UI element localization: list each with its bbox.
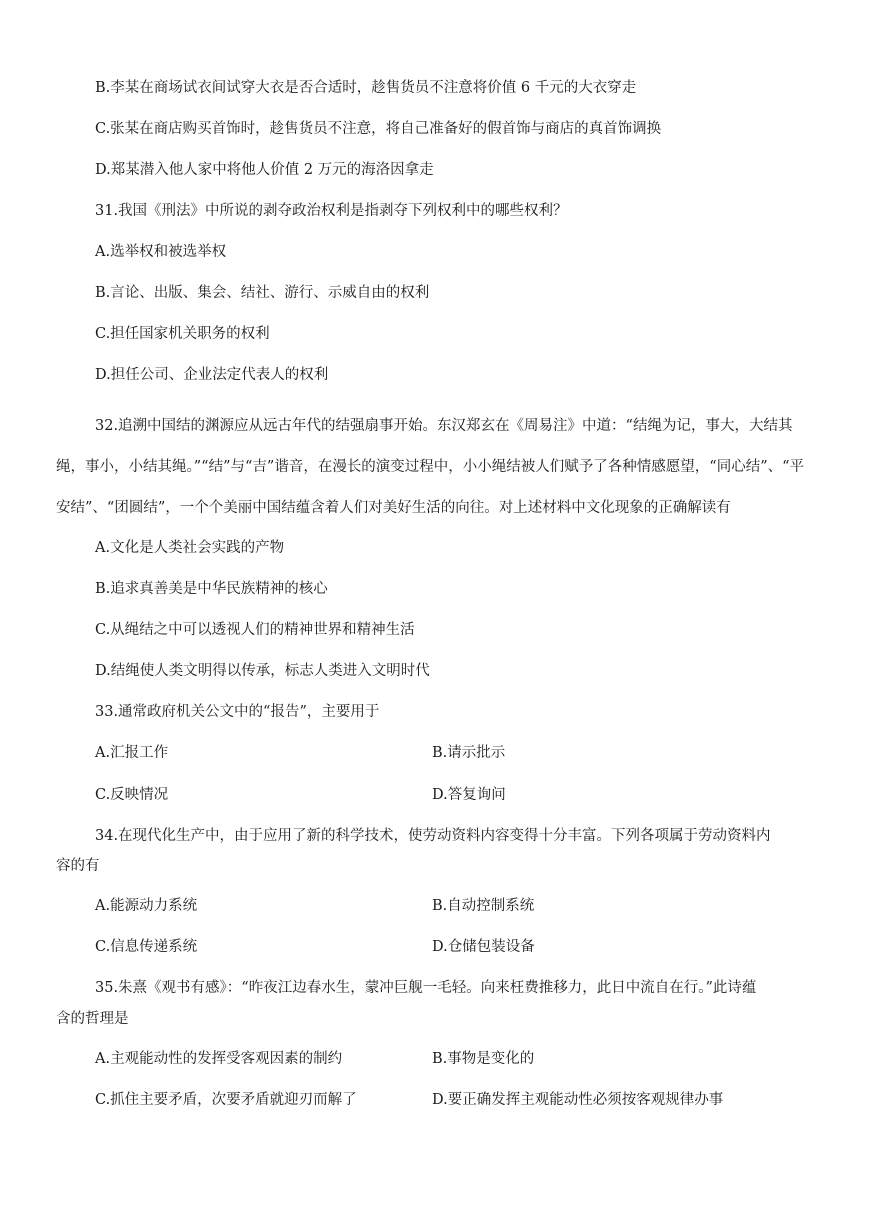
q35-option-a: A.主观能动性的发挥受客观因素的制约 bbox=[95, 1051, 343, 1067]
question-34-stem: 34.在现代化生产中，由于应用了新的科学技术，使劳动资料内容变得十分丰富。下列各项属于劳动资料内 bbox=[95, 828, 771, 844]
q31-option-c: C.担任国家机关职务的权利 bbox=[95, 326, 270, 342]
question-32-stem: 32.追溯中国结的渊源应从远古年代的结强扇事开始。东汉郑玄在《周易注》中道：“结绳为记，事大，大结其绳，事小，小结其绳。”“结”与“吉”谐音，在漫长的演变过程中，小小绳结被人们赋予了各种情感愿望，“同心结”、“平安结”、“团圆结”，一个个美丽中国结蕴含着人们对美好生活的向往。对上述材料中文化现象的正确解读有 bbox=[56, 418, 805, 516]
q34-option-c: C.信息传递系统 bbox=[95, 939, 198, 955]
q34-option-a: A.能源动力系统 bbox=[95, 898, 198, 914]
q33-option-a: A.汇报工作 bbox=[95, 745, 169, 761]
q31-option-b: B.言论、出版、集会、结社、游行、示威自由的权利 bbox=[95, 285, 430, 301]
q33-option-b: B.请示批示 bbox=[432, 745, 506, 761]
option-d: D.郑某潜入他人家中将他人价值 2 万元的海洛因拿走 bbox=[95, 162, 434, 178]
q34-option-d: D.仓储包装设备 bbox=[432, 939, 535, 955]
q35-option-c: C.抓住主要矛盾，次要矛盾就迎刃而解了 bbox=[95, 1092, 357, 1108]
q32-option-c: C.从绳结之中可以透视人们的精神世界和精神生活 bbox=[95, 622, 415, 638]
q34-option-b: B.自动控制系统 bbox=[432, 898, 535, 914]
q33-option-c: C.反映情况 bbox=[95, 787, 169, 803]
q31-option-d: D.担任公司、企业法定代表人的权利 bbox=[95, 367, 329, 383]
option-c: C.张某在商店购买首饰时，趁售货员不注意，将自己准备好的假首饰与商店的真首饰调换 bbox=[95, 121, 662, 137]
question-34-stem-cont: 容的有 bbox=[56, 858, 100, 874]
q32-option-b: B.追求真善美是中华民族精神的核心 bbox=[95, 581, 328, 597]
question-33-stem: 33.通常政府机关公文中的“报告”，主要用于 bbox=[95, 704, 380, 720]
q31-option-a: A.选举权和被选举权 bbox=[95, 244, 227, 260]
q32-option-d: D.结绳使人类文明得以传承，标志人类进入文明时代 bbox=[95, 663, 430, 679]
q35-option-d: D.要正确发挥主观能动性必须按客观规律办事 bbox=[432, 1092, 724, 1108]
q33-option-d: D.答复询问 bbox=[432, 787, 506, 803]
q32-option-a: A.文化是人类社会实践的产物 bbox=[95, 540, 285, 556]
question-35-stem-cont: 含的哲理是 bbox=[56, 1011, 129, 1027]
question-35-stem: 35.朱熹《观书有感》：“昨夜江边春水生，蒙冲巨舰一毛轻。向来枉费推移力，此日中流自在行。”此诗蕴 bbox=[95, 980, 757, 996]
option-b: B.李某在商场试衣间试穿大衣是否合适时，趁售货员不注意将价值 6 千元的大衣穿走 bbox=[95, 80, 637, 96]
q35-option-b: B.事物是变化的 bbox=[432, 1051, 535, 1067]
question-31-stem: 31.我国《刑法》中所说的剥夺政治权利是指剥夺下列权利中的哪些权利？ bbox=[95, 203, 568, 219]
